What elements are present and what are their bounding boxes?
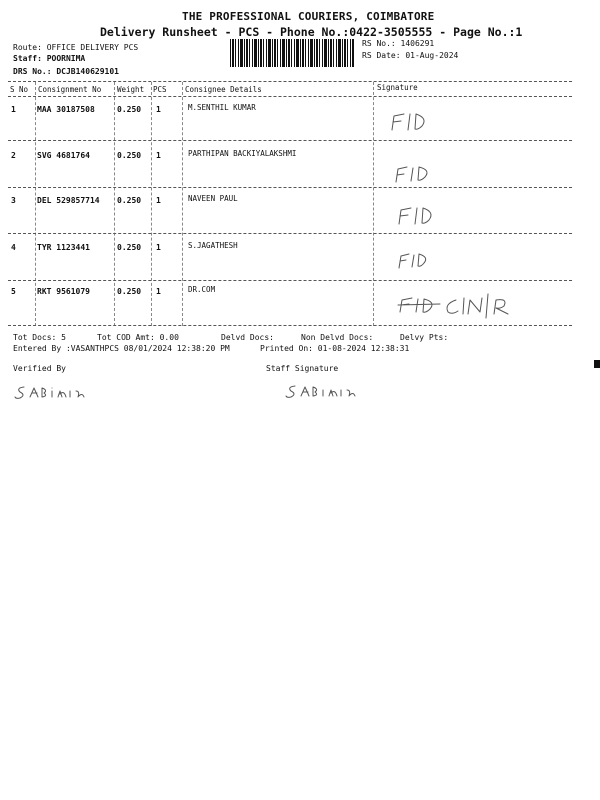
row-signature <box>393 162 443 186</box>
row-sno: 5 <box>11 287 16 296</box>
row-sno: 3 <box>11 196 16 205</box>
row-signature <box>396 290 516 320</box>
total-cod-amount: Tot COD Amt: 0.00 <box>97 333 179 342</box>
row-signature <box>388 110 438 134</box>
row-consignment: MAA 30187508 <box>37 105 95 114</box>
entered-by: Entered By :VASANTHPCS 08/01/2024 12:38:20 PM <box>13 344 230 353</box>
rs-number: RS No.: 1406291 <box>362 39 435 48</box>
row-pcs: 1 <box>156 243 161 252</box>
col-weight-header: Weight <box>117 85 145 94</box>
row-pcs: 1 <box>156 287 161 296</box>
row-weight: 0.250 <box>117 196 142 205</box>
total-docs: Tot Docs: 5 <box>13 333 66 342</box>
row-weight: 0.250 <box>117 243 142 252</box>
row-consignment: TYR 1123441 <box>37 243 90 252</box>
verified-by-label: Verified By <box>13 364 66 373</box>
col-signature-header: Signature <box>377 83 418 92</box>
staff-signature-label: Staff Signature <box>266 364 339 373</box>
col-pcs-header: PCS <box>153 85 167 94</box>
verified-signature <box>14 382 94 402</box>
col-divider <box>182 82 183 326</box>
row-pcs: 1 <box>156 196 161 205</box>
row-consignee: PARTHIPAN BACKIYALAKSHMI <box>188 149 297 158</box>
staff-handwritten-signature <box>285 381 365 401</box>
col-consignment-header: Consignment No <box>38 85 102 94</box>
company-name: THE PROFESSIONAL COURIERS, COIMBATORE <box>182 10 435 23</box>
row-sno: 4 <box>11 243 16 252</box>
delivery-points: Delvy Pts: <box>400 333 449 342</box>
route-label: Route: OFFICE DELIVERY PCS <box>13 43 139 52</box>
non-delivered-docs: Non Delvd Docs: <box>301 333 374 342</box>
row-weight: 0.250 <box>117 105 142 114</box>
table-bottom-rule <box>8 325 572 326</box>
row-consignee: DR.COM <box>188 285 216 294</box>
row-divider <box>8 233 572 234</box>
col-divider <box>151 82 152 326</box>
scan-edge-mark <box>594 360 600 368</box>
row-sno: 1 <box>11 105 16 114</box>
row-consignment: RKT 9561079 <box>37 287 90 296</box>
col-sno-header: S No <box>10 85 29 94</box>
col-consignee-header: Consignee Details <box>185 85 262 94</box>
col-divider <box>114 82 115 326</box>
staff-label: Staff: POORNIMA <box>13 54 86 63</box>
row-divider <box>8 140 572 141</box>
col-divider <box>35 82 36 326</box>
delivered-docs: Delvd Docs: <box>221 333 274 342</box>
row-weight: 0.250 <box>117 287 142 296</box>
row-signature <box>395 204 445 228</box>
row-weight: 0.250 <box>117 151 142 160</box>
rs-date: RS Date: 01-Aug-2024 <box>362 51 459 60</box>
header-bottom-rule <box>8 96 572 97</box>
row-divider <box>8 187 572 188</box>
row-consignment: SVG 4681764 <box>37 151 90 160</box>
row-sno: 2 <box>11 151 16 160</box>
row-consignee: NAVEEN PAUL <box>188 194 238 203</box>
row-consignment: DEL 529857714 <box>37 196 100 205</box>
col-divider <box>373 82 374 326</box>
header-top-rule <box>8 81 572 82</box>
barcode <box>230 39 354 67</box>
row-signature <box>396 250 440 272</box>
row-consignee: M.SENTHIL KUMAR <box>188 103 256 112</box>
row-pcs: 1 <box>156 105 161 114</box>
printed-on: Printed On: 01-08-2024 12:38:31 <box>260 344 410 353</box>
drs-number: DRS No.: DCJB140629101 <box>13 67 119 76</box>
row-divider <box>8 280 572 281</box>
row-pcs: 1 <box>156 151 161 160</box>
runsheet-title: Delivery Runsheet - PCS - Phone No.:0422-3505555 - Page No.:1 <box>100 25 523 39</box>
row-consignee: S.JAGATHESH <box>188 241 238 250</box>
